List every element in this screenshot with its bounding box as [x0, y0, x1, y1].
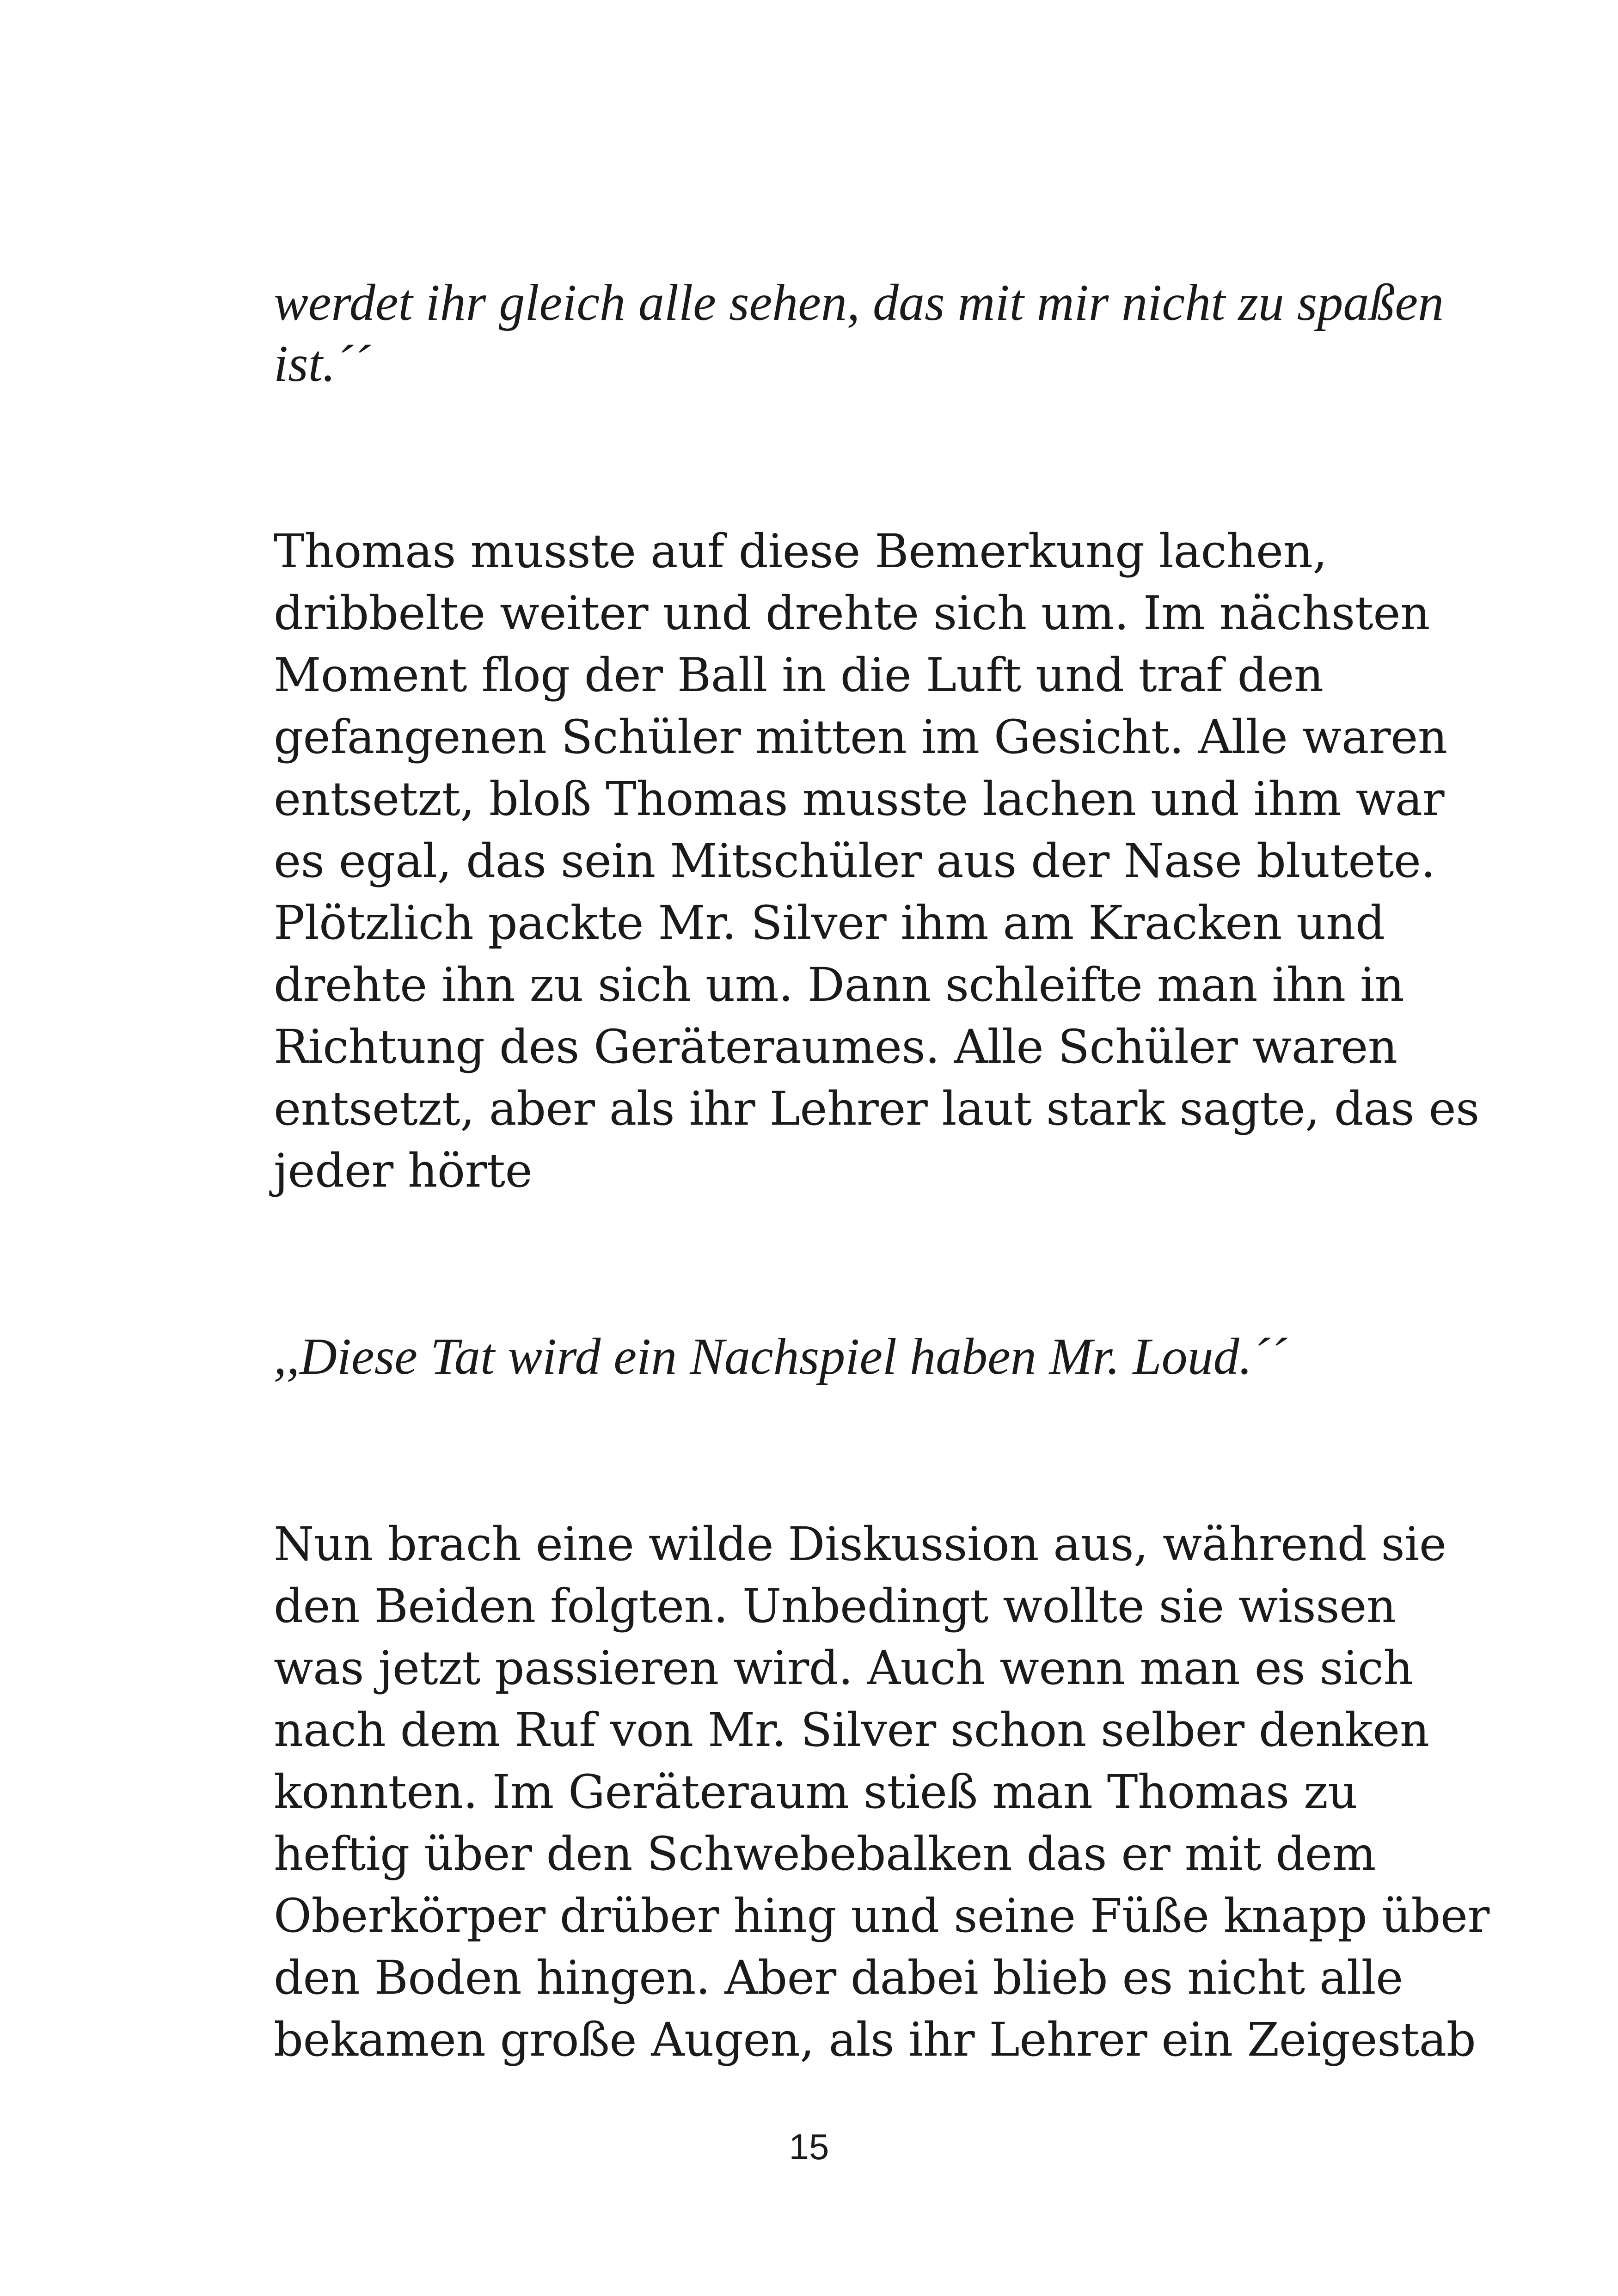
- text-line: Moment flog der Ball in die Luft und traf den: [274, 648, 1324, 702]
- text-line: gefangenen Schüler mitten im Gesicht. Alle waren: [274, 710, 1447, 764]
- text-line: heftig über den Schwebebalken das er mit dem: [274, 1827, 1376, 1881]
- text-line: den Beiden folgten. Unbedingt wollte sie wissen: [274, 1579, 1396, 1633]
- text-line: Thomas musste auf diese Bemerkung lachen,: [274, 524, 1327, 578]
- text-line: was jetzt passieren wird. Auch wenn man es sich: [274, 1641, 1413, 1695]
- text-line: entsetzt, bloß Thomas musste lachen und ihm war: [274, 772, 1445, 826]
- text-line: jeder hörte: [274, 1144, 533, 1198]
- text-line: Nun brach eine wilde Diskussion aus, während sie: [274, 1517, 1446, 1571]
- text-line: nach dem Ruf von Mr. Silver schon selber denken: [274, 1703, 1429, 1757]
- text-line: entsetzt, aber als ihr Lehrer laut stark sagte, das es: [274, 1082, 1479, 1136]
- text-line: Richtung des Geräteraumes. Alle Schüler waren: [274, 1020, 1397, 1074]
- text-line: ,,Diese Tat wird ein Nachspiel haben Mr. Loud.´´: [274, 1328, 1287, 1385]
- text-line: drehte ihn zu sich um. Dann schleifte man ihn in: [274, 958, 1404, 1012]
- text-line: ist.´´: [274, 335, 370, 392]
- text-line: Oberkörper drüber hing und seine Füße knapp über: [274, 1889, 1489, 1943]
- text-line: den Boden hingen. Aber dabei blieb es nicht alle: [274, 1951, 1403, 2005]
- text-line: dribbelte weiter und drehte sich um. Im nächsten: [274, 586, 1430, 640]
- text-line: es egal, das sein Mitschüler aus der Nase blutete.: [274, 834, 1435, 888]
- page-number: 15: [789, 2126, 829, 2167]
- text-line: werdet ihr gleich alle sehen, das mit mir nicht zu spaßen: [274, 274, 1444, 331]
- text-line: bekamen große Augen, als ihr Lehrer ein Zeigestab: [274, 2013, 1476, 2067]
- text-line: konnten. Im Geräteraum stieß man Thomas zu: [274, 1765, 1358, 1819]
- text-line: Plötzlich packte Mr. Silver ihm am Kracken und: [274, 896, 1385, 950]
